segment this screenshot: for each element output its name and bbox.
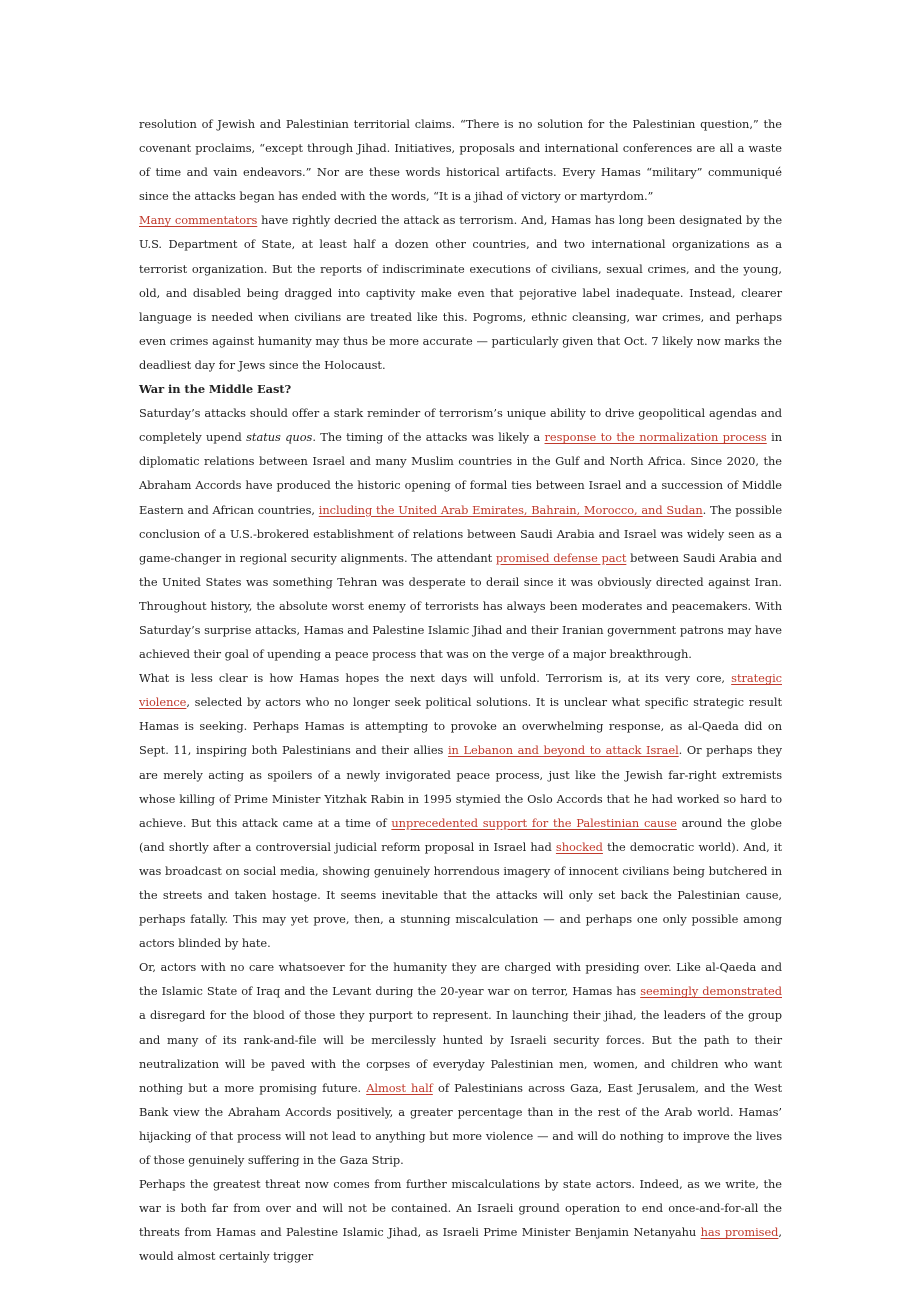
inline-link[interactable]: in Lebanon and beyond to attack Israel [447, 743, 679, 758]
paragraph [139, 1172, 782, 1268]
text-run: between Saudi Arabia and the United States was something Tehran was desperate to derail since it was obviously directed against Iran. Throughout history, the absolute worst enemy of terrorists has always been moderates and peacemakers. With Saturday’s surprise attacks, Hamas and Palestine Islamic Jihad and their Iranian government patrons may have achieved their goal of upending a peace process that was on the verge of a major breakthrough. [139, 550, 782, 662]
text-run: Perhaps the greatest threat now comes from further miscalculations by state actors. Indeed, as we write, the war is both far from over and will not be contained. An Israeli ground operation to end once-and-for-all the threats from Hamas and Palestine Islamic Jihad, as Israeli Prime Minister Benjamin Netanyahu [139, 1177, 782, 1240]
text-run: , selected by actors who no longer seek political solutions. It is unclear what specific strategic result Hamas is seeking. Perhaps Hamas is attempting to provoke an overwhelming response, as al-Qaeda did on Sept. 11, inspiring both Palestinians and their allies [139, 695, 782, 758]
text-run: . The possible conclusion of a U.S.-brokered establishment of relations between Saudi Arabia and Israel was widely seen as a game-changer in regional security alignments. The attendant [139, 502, 783, 565]
text-run: a disregard for the blood of those they purport to represent. In launching their jihad, the leaders of the group and many of its rank-and-file will be mercilessly hunted by Israeli security forces. But the path to their neutralization will be paved with the corpses of everyday Palestinian men, women, and children who want nothing but a more promising future. [139, 1008, 782, 1095]
paragraph [139, 208, 782, 377]
paragraph [139, 401, 782, 666]
inline-link[interactable]: seemingly demonstrated [640, 984, 782, 999]
text-run: the democratic world). And, it was broadcast on social media, showing genuinely horrendous imagery of innocent civilians being butchered in the streets and taken hostage. It seems inevitable that the attacks will only set back the Palestinian cause, perhaps fatally. This may yet prove, then, a stunning miscalculation — and perhaps one only possible among actors blinded by hate. [139, 839, 782, 951]
text-run: resolution of Jewish and Palestinian territorial claims. “There is no solution for the Palestinian question,” the covenant proclaims, “except through Jihad. Initiatives, proposals and international conferences are all a waste of time and vain endeavors.” Nor are these words historical artifacts. Every Hamas “military” communiqué since the attacks began has ended with the words, “It is a jihad of victory or martyrdom.” [139, 117, 782, 204]
text-run: . Or perhaps they are merely acting as spoilers of a newly invigorated peace process, just like the Jewish far-right extremists whose killing of Prime Minister Yitzhak Rabin in 1995 stymied the Oslo Accords that he had worked so hard to achieve. But this attack came at a time of [139, 743, 783, 830]
text-run: around the globe (and shortly after a controversial judicial reform proposal in Israel had [139, 815, 782, 854]
text-run: . The timing of the attacks was likely a [312, 430, 545, 445]
inline-link[interactable]: promised defense pact [495, 550, 627, 565]
paragraph [139, 112, 782, 208]
section-heading [139, 377, 782, 401]
text-run: of Palestinians across Gaza, East Jerusalem, and the West Bank view the Abraham Accords positively, a greater percentage than in the rest of the Arab world. Hamas’ hijacking of that process will not lead to anything but more violence — and will do nothing to improve the lives of those genuinely suffering in the Gaza Strip. [139, 1080, 782, 1168]
inline-link[interactable]: Almost half [366, 1080, 433, 1095]
text-run: , would almost certainly trigger [139, 1225, 782, 1264]
inline-link[interactable]: including the United Arab Emirates, Bahrain, Morocco, and Sudan [318, 502, 703, 517]
inline-link[interactable]: strategic violence [139, 671, 782, 710]
text-run: Or, actors with no care whatsoever for the humanity they are charged with presiding over. Like al-Qaeda and the Islamic State of Iraq and the Levant during the 20-year war on terror, Hamas has [139, 960, 782, 999]
inline-link[interactable]: response to the normalization process [544, 430, 767, 445]
paragraph [139, 666, 782, 955]
text-run: have rightly decried the attack as terrorism. And, Hamas has long been designated by the U.S. Department of State, at least half a dozen other countries, and two international organizations as a terrorist organization. But the reports of indiscriminate executions of civilians, sexual crimes, and the young, old, and disabled being dragged into captivity make even that pejorative label inadequate. Instead, clearer language is needed when civilians are treated like this. Pogroms, ethnic cleansing, war crimes, and perhaps even crimes against humanity may thus be more accurate — particularly given that Oct. 7 likely now marks the deadliest day for Jews since the Holocaust. [139, 213, 783, 372]
text-run: Saturday’s attacks should offer a stark reminder of terrorism’s unique ability to drive geopolitical agendas and completely upend [139, 406, 782, 445]
text-run: What is less clear is how Hamas hopes the next days will unfold. Terrorism is, at its very core, [139, 671, 732, 686]
inline-link[interactable]: shocked [555, 839, 603, 854]
text-run: War in the Middle East? [139, 382, 292, 397]
text-run: in diplomatic relations between Israel and many Muslim countries in the Gulf and North Africa. Since 2020, the Abraham Accords have produced the historic opening of formal ties between Israel and a succession of Middle Eastern and African countries, [139, 430, 782, 517]
article-body [139, 112, 782, 1269]
italic-text: status quos [246, 430, 313, 445]
inline-link[interactable]: Many commentators [139, 213, 258, 228]
paragraph [139, 955, 782, 1172]
inline-link[interactable]: unprecedented support for the Palestinian cause [391, 815, 677, 830]
inline-link[interactable]: has promised [700, 1225, 779, 1240]
